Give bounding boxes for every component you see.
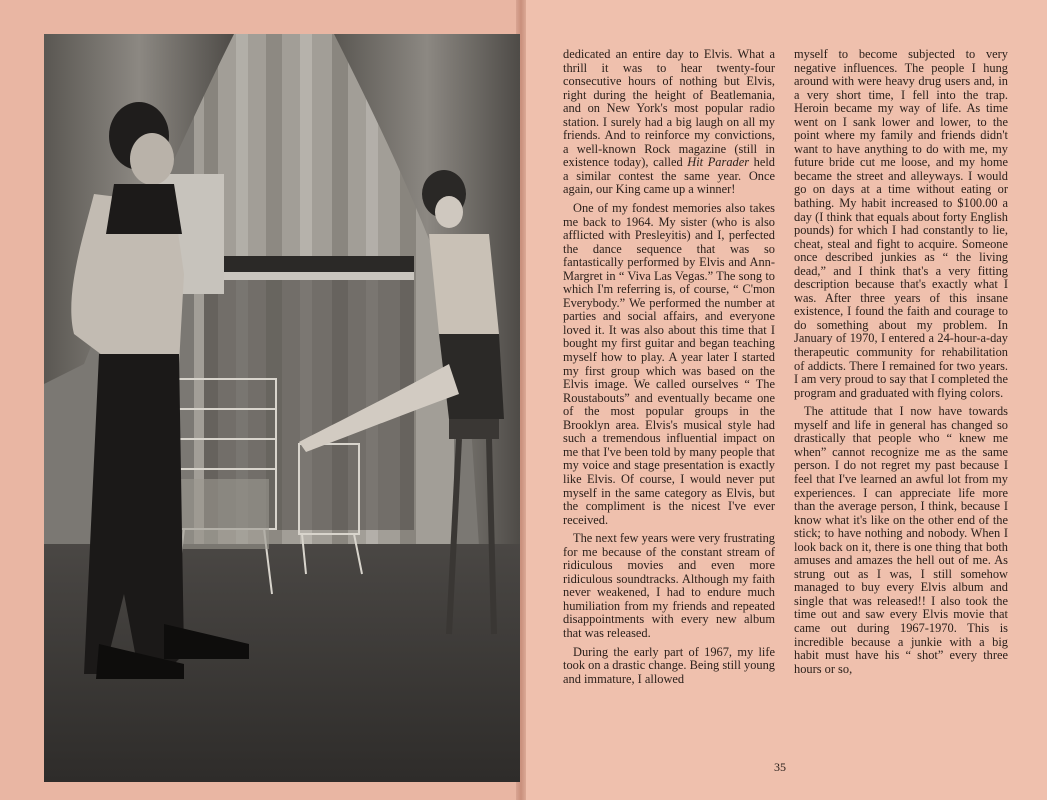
paragraph: During the early part of 1967, my life took on a drastic change. Being still young and immature, I allowed bbox=[563, 644, 775, 686]
paragraph: The next few years were very frustrating for me because of the constant stream of ridiculous movies and even more ridiculous soundtracks. Although my faith never weakened, I had to endure much humiliation from my friends and repeated disappointments with every new album that was released. bbox=[563, 531, 775, 640]
text-column-1 bbox=[563, 48, 775, 691]
paragraph: The attitude that I now have towards myself and life in general has changed so drastically that people who “ knew me when” cannot recognize me as the same person. I do not regret my past because I feel that I've learned an awful lot from my experiences. I can appreciate life more than the average person, I think, because I know what it's like on the other end of the stick; to have nothing and nobody. When I look back on it, there is one thing that both amuses and amazes the hell out of me. As strung out as I was, I still somehow managed to buy every Elvis album and single that was released!! I also took the time out and saw every Elvis movie that came out during 1967-1970. This is incredible because a junkie with a big habit must have his “ shot” every three hours or so, bbox=[794, 404, 1008, 676]
paragraph: One of my fondest memories also takes me back to 1964. My sister (who is also afflicted with Presleyitis) and I, perfected the dance sequence that was so fantastically performed by Elvis and Ann-Margret in “ Viva Las Vegas.” The song to which I'm referring is, of course, “ C'mon Everybody.” We performed the number at parties and social affairs, and everyone loved it. It was also about this time that I bought my first guitar and began teaching myself how to play. A year later I started my first group which was based on the Elvis image. We called ourselves “ The Roustabouts” and eventually became one of the most popular groups in the Brooklyn area. Elvis's musical style had such a tremendous influential impact on me that I've been told by many people that my voice and stage presentation is exactly like Elvis. Of course, I would never put myself in the same category as Elvis, but the compliment is the nicest I've ever received. bbox=[563, 201, 775, 527]
film-still-photo bbox=[44, 34, 520, 782]
magazine-title: Hit Parader bbox=[687, 155, 750, 170]
paragraph: myself to become subjected to very negative influences. The people I hung around with were heavy drug users and, in a very short time, I fell into the trap. Heroin became my way of life. As time went on I sank lower and lower, to the point where my family and friends didn't want to have anything to do with me, my future bride cut me loose, and my home became the street and alleyways. I would go on days at a time without eating or bathing. My habit increased to $100.00 a day (I think that equals about forty English pounds) for which I had constantly to lie, cheat, steal and fight to acquire. Someone once described junkies as “ the living dead,” and I think that's a very fitting description because that's exactly what I was. After three years of this insane existence, I found the faith and courage to do something about my problem. In January of 1970, I entered a 24-hour-a-day therapeutic community for rehabilitation of addicts. There I remained for two years. I am very proud to say that I completed the program and graduated with flying colors. bbox=[794, 47, 1008, 400]
paragraph: dedicated an entire day to Elvis. What a thrill it was to hear twenty-four consecutive hours of nothing but Elvis, right during the height of Beatlemania, and on New York's most popular radio station. I surely had a big laugh on all my friends. And to reinforce my convictions, a well-known Rock magazine (still in existence today), called Hit Parader held a similar contest the same year. Once again, our King came up a winner! bbox=[563, 47, 775, 197]
text-column-2 bbox=[794, 48, 1008, 681]
page-number: 35 bbox=[774, 760, 786, 774]
